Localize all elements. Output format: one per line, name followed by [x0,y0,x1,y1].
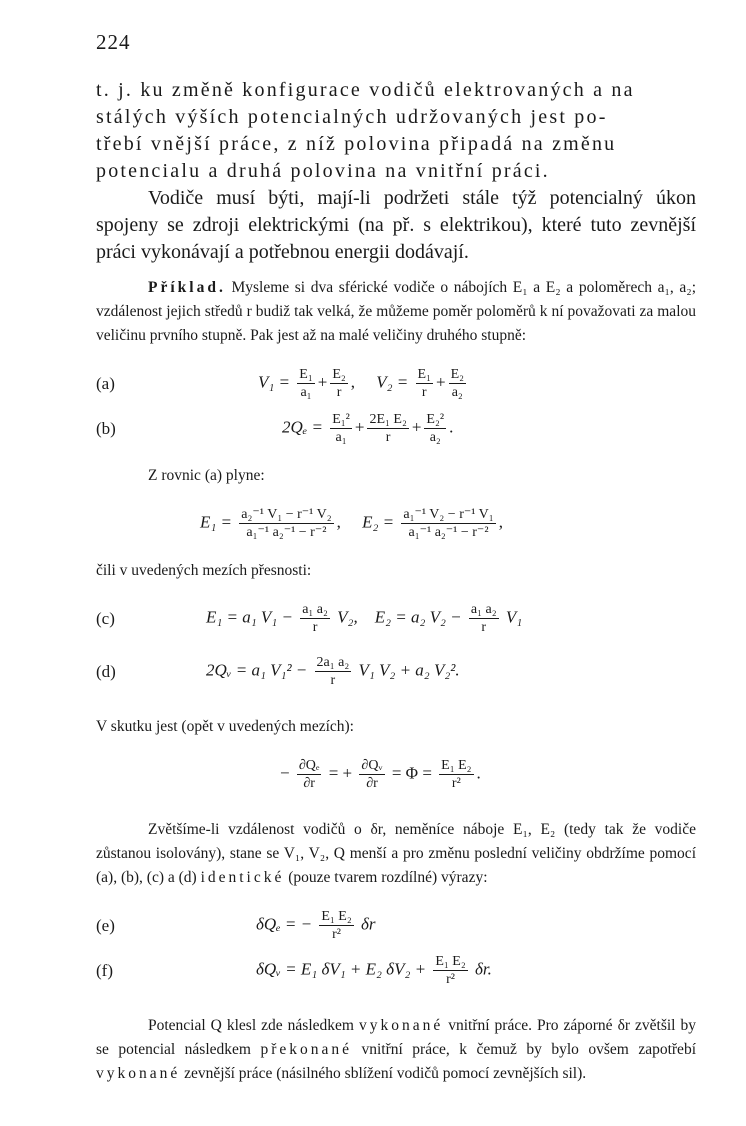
increase-paragraph [96,818,696,890]
final-text-a: Potencial Q klesl zde následkem [148,1017,359,1034]
equation-label: (c) [96,608,115,628]
intro-line-4: potencialu a druhá polovina na vnitřní práci. [96,160,550,182]
equation-label: (f) [96,960,113,980]
numerator: a₁⁻¹ V₂ − r⁻¹ V₁ [403,507,494,522]
equation-e-solution: E₁ = $\frac{\text{a₂⁻¹ V₁ − r⁻¹ V₂}}{\text{a₁⁻¹ a₂⁻¹ − r⁻²}}$ , E₂ = $\frac{\text{a₁⁻¹ V₂ − r⁻¹ V₁}}{\text{a₁⁻¹ a₂⁻¹ − r⁻²}}$ , [200,507,503,540]
denominator: ∂r [366,776,378,791]
numerator: E₁² [332,412,350,427]
numerator: a₂⁻¹ V₁ − r⁻¹ V₂ [241,507,332,522]
eq-term: δQₑ = − [256,914,313,934]
solve-intro: Z rovnic (a) plyne: [148,467,265,484]
denominator: r [481,620,487,635]
fraction [330,366,347,401]
equation-d [96,654,696,689]
numerator: E₂ [332,367,346,382]
eq-term: V₁ = [258,372,291,392]
numerator: ∂Qᵥ [361,758,383,773]
numerator: E₂ [450,367,464,382]
example-paragraph [96,276,696,348]
equation-label: (a) [96,373,115,393]
fraction [330,411,352,446]
final-text-e: vnitřní práce, k čemuž by bylo ovšem zapotřebí [352,1041,696,1058]
denominator: r² [446,972,455,987]
example-text: Mysleme si dva sférické vodiče o nábojích E₁ a E₂ a poloměrech a₁, a₂; vzdálenost jejich středů r budiž tak velká, že můžeme poměr poloměrů k ní považovati za malou veličinu prvního stupně. Pak jest až na malé veličiny druhého stupně: [96,279,696,344]
equation-f [96,953,696,988]
numerator: E₁ E₂ [435,954,466,969]
fraction [433,953,467,988]
denominator: a₂ [451,385,463,400]
eq-term: = Φ = [391,763,432,783]
fraction [416,366,433,401]
denominator: r [421,385,427,400]
eq-term: E₂ = [362,512,395,532]
final-text-c: vnitřní práce. Pro záporné δr zvětšil by se potencial následkem [96,1017,696,1058]
intro-paragraph [96,77,696,185]
denominator: r [312,620,318,635]
equation-b: (b) 2Qₑ = $\frac{\text{E₁²}}{\text{a₁}}$ + $\frac{\text{2E₁ E₂}}{r}$ + $\frac{\text{E₂²}}{\text{a₂}}$ . [96,412,454,445]
numerator: E₁ [417,367,431,382]
eq-term: E₂ = a₂ V₂ − [374,607,462,627]
eq-term: = + [328,763,353,783]
denominator: a₁⁻¹ a₂⁻¹ − r⁻² [246,525,327,540]
denominator: r [330,673,336,688]
eq-term: 2Qᵥ = a₁ V₁² − [206,660,308,680]
fraction [469,601,499,636]
equation-label: (d) [96,661,116,681]
intro-line-3: třebí vnější práce, z níž polovina připadá na změnu [96,133,617,155]
fraction [439,757,473,792]
numerator: E₂² [426,412,445,427]
equation-c [96,601,696,636]
fraction [300,601,330,636]
truth-intro: V skutku jest (opět v uvedených mezích): [96,718,354,735]
eq-term: δQᵥ = E₁ δV₁ + E₂ δV₂ + [256,959,427,979]
fraction [367,411,408,446]
final-text-b: vykonané [358,1017,444,1034]
intro-line-2: stálých výších potencialných udržovaných jest po- [96,106,608,128]
eq-term: V₁ [505,607,523,627]
eq-term: δr [360,914,376,934]
equation-label: (e) [96,915,115,935]
intro-line-1: t. j. ku změně konfigurace vodičů elektrovaných a na [96,79,635,101]
fraction [424,411,446,446]
denominator: ∂r [303,776,315,791]
numerator: 2E₁ E₂ [369,412,407,427]
final-paragraph [96,1014,696,1086]
denominator: r [385,430,391,445]
fraction [239,506,333,541]
denominator: a₂ [429,430,441,445]
page-number: 224 [96,30,131,54]
precision-intro: čili v uvedených mezích přesnosti: [96,562,312,579]
equation-label: (b) [96,418,116,438]
eq-term: E₁ = a₁ V₁ − [206,607,293,627]
fraction [297,366,314,401]
denominator: a₁ [300,385,312,400]
numerator: E₁ E₂ [321,909,352,924]
denominator: r² [332,927,341,942]
fraction [315,654,352,689]
eq-term: V₁ V₂ + a₂ V₂². [358,660,460,680]
increase-text-c: (pouze tvarem rozdílné) výrazy: [284,869,488,886]
numerator: a₁ a₂ [470,602,497,617]
denominator: r² [451,776,461,791]
eq-term: V₂ = [376,372,409,392]
fraction [319,908,353,943]
fraction [359,757,384,792]
numerator: 2a₁ a₂ [316,655,350,670]
increase-text-b: identické [200,869,285,886]
equation-e [96,908,696,943]
final-text-g: zevnější práce (násilného sblížení vodičů pomocí zevnějších sil). [180,1065,587,1082]
conductor-paragraph: Vodiče musí býti, mají-li podržeti stále týž potencialný úkon spojeny se zdroji elektrickými (na př. s elektrikou), které tuto zevnější práci vykonávají a potřebnou energii dodávají. [96,187,696,263]
denominator: a₁⁻¹ a₂⁻¹ − r⁻² [408,525,489,540]
example-label: Příklad. [148,279,226,296]
eq-term: − [280,763,290,783]
numerator: ∂Qₑ [298,758,320,773]
fraction [449,366,466,401]
equation-force: − $\frac{\text{∂Qₑ}}{\partial r}$ = + $\frac{\text{∂Qᵥ}}{\partial r}$ = Φ = $\frac{\text{E₁ E₂}}{\text{r²}}$ . [280,758,481,791]
eq-term: 2Qₑ = [282,417,323,437]
fraction [401,506,495,541]
final-text-f: vykonané [96,1065,181,1082]
denominator: a₁ [335,430,347,445]
numerator: a₁ a₂ [302,602,328,617]
equation-a: (a) V₁ = $\frac{\text{E₁}}{\text{a₁}}$ + $\frac{\text{E₂}}{r}$ , V₂ = $\frac{\text{E₁}}{r}$ + $\frac{\text{E₂}}{\text{a₂}}$ [96,367,464,400]
numerator: E₁ E₂ [441,758,472,773]
final-text-d: překonané [260,1041,353,1058]
eq-term: V₂, [337,607,358,627]
fraction [297,757,322,792]
numerator: E₁ [299,367,313,382]
eq-term: E₁ = [200,512,233,532]
increase-text-a: Zvětšíme-li vzdálenost vodičů o δr, neměníce náboje E₁, E₂ (tedy tak že vodiče zůstanou isolovány), stane se V₁, V₂, Q menší a pro změnu poslední veličiny obdržíme pomocí (a), (b), (c) a (d) [96,821,696,886]
denominator: r [336,385,342,400]
eq-term: δr. [474,959,492,979]
